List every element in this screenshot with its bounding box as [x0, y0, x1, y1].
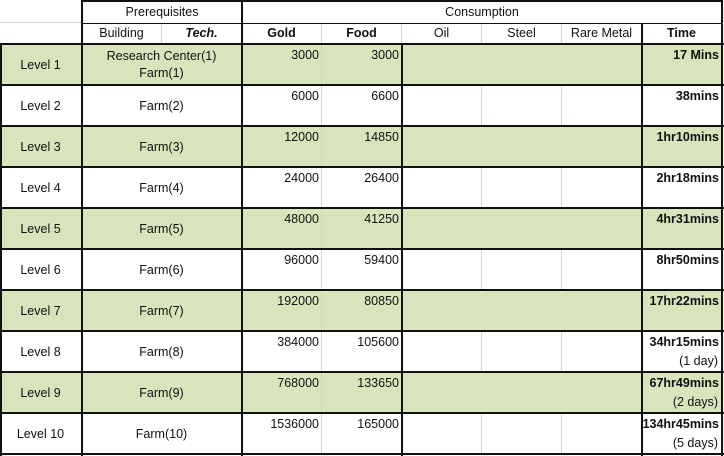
header-corner-bottom — [0, 23, 82, 44]
gold-cell: 384000 — [242, 332, 322, 372]
building-cell — [82, 291, 242, 331]
building-cell — [82, 209, 242, 249]
time-cell — [642, 86, 722, 126]
time-value: 17 Mins — [673, 48, 719, 62]
rare-metal-cell — [562, 209, 642, 249]
level-cell: Level 4 — [0, 168, 82, 208]
time-value: 1hr10mins — [656, 130, 719, 144]
prerequisites-header: Prerequisites — [125, 4, 199, 19]
gold-cell: 3000 — [242, 45, 322, 85]
oil-cell — [402, 168, 482, 208]
building-line: Farm(10) — [135, 426, 188, 441]
food-cell: 105600 — [322, 332, 402, 372]
steel-cell — [482, 373, 562, 413]
steel-cell — [482, 45, 562, 85]
food-cell: 14850 — [322, 127, 402, 167]
rare-metal-cell — [562, 168, 642, 208]
food-header: Food — [322, 23, 402, 44]
steel-cell — [482, 250, 562, 290]
food-cell: 3000 — [322, 45, 402, 85]
time-value: 2hr18mins — [656, 171, 719, 185]
level-cell: Level 1 — [0, 45, 82, 85]
gold-cell: 768000 — [242, 373, 322, 413]
level-cell: Level 8 — [0, 332, 82, 372]
time-value: 34hr15mins — [649, 335, 719, 349]
rare-metal-cell — [562, 250, 642, 290]
time-note: (1 day) — [679, 354, 718, 368]
rare-metal-cell — [562, 45, 642, 85]
time-value: 17hr22mins — [649, 294, 719, 308]
time-value: 38mins — [675, 89, 719, 103]
level-cell: Level 7 — [0, 291, 82, 331]
border-left-time — [641, 23, 643, 456]
oil-cell — [402, 209, 482, 249]
building-line: Farm(2) — [139, 98, 184, 113]
steel-cell — [482, 209, 562, 249]
building-cell — [82, 414, 242, 454]
building-line: Farm(5) — [139, 221, 184, 236]
food-cell: 133650 — [322, 373, 402, 413]
gold-cell: 48000 — [242, 209, 322, 249]
oil-cell — [402, 373, 482, 413]
oil-cell — [402, 127, 482, 167]
building-cell — [82, 127, 242, 167]
time-cell — [642, 45, 722, 85]
building-cell — [82, 373, 242, 413]
food-cell: 26400 — [322, 168, 402, 208]
border-top — [82, 0, 722, 2]
food-cell: 6600 — [322, 86, 402, 126]
steel-cell — [482, 168, 562, 208]
steel-cell — [482, 127, 562, 167]
header-corner-top — [0, 0, 82, 23]
level-cell: Level 6 — [0, 250, 82, 290]
time-cell — [642, 332, 722, 372]
rare-metal-cell — [562, 373, 642, 413]
gold-cell: 24000 — [242, 168, 322, 208]
steel-cell — [482, 414, 562, 454]
time-value: 4hr31mins — [656, 212, 719, 226]
building-line: Farm(4) — [139, 180, 184, 195]
food-cell: 41250 — [322, 209, 402, 249]
time-note: (5 days) — [672, 436, 718, 450]
border-left-oil — [401, 44, 403, 456]
building-line: Farm(6) — [139, 262, 184, 277]
time-cell — [642, 168, 722, 208]
steel-header: Steel — [482, 23, 562, 44]
level-cell: Level 3 — [0, 127, 82, 167]
rare-metal-header: Rare Metal — [562, 23, 642, 44]
building-cell — [82, 250, 242, 290]
time-cell — [642, 414, 722, 454]
level-cell: Level 2 — [0, 86, 82, 126]
food-cell: 165000 — [322, 414, 402, 454]
building-cell — [82, 45, 242, 85]
time-cell — [642, 250, 722, 290]
building-line: Farm(9) — [139, 385, 184, 400]
time-header: Time — [642, 23, 722, 44]
row-separator — [0, 453, 724, 455]
building-cell — [82, 168, 242, 208]
border-prereq-underline — [82, 23, 242, 24]
border-left-prereq — [81, 0, 83, 456]
food-cell: 80850 — [322, 291, 402, 331]
border-right — [721, 0, 723, 456]
gold-cell: 96000 — [242, 250, 322, 290]
time-note: (2 days) — [672, 395, 718, 409]
gold-cell: 12000 — [242, 127, 322, 167]
steel-cell — [482, 86, 562, 126]
steel-cell — [482, 291, 562, 331]
rare-metal-cell — [562, 414, 642, 454]
oil-cell — [402, 332, 482, 372]
steel-cell — [482, 332, 562, 372]
border-consumption-underline — [242, 23, 722, 24]
oil-cell — [402, 291, 482, 331]
border-header-bottom — [0, 43, 724, 45]
border-left-table — [0, 44, 2, 456]
food-cell: 59400 — [322, 250, 402, 290]
building-cell — [82, 332, 242, 372]
building-cell — [82, 86, 242, 126]
building-line: Farm(7) — [139, 303, 184, 318]
time-value: 8hr50mins — [656, 253, 719, 267]
gold-header: Gold — [242, 23, 322, 44]
oil-cell — [402, 250, 482, 290]
rare-metal-cell — [562, 332, 642, 372]
building-line: Research Center(1) — [106, 49, 217, 63]
level-cell: Level 9 — [0, 373, 82, 413]
border-left-consumption — [241, 0, 243, 456]
oil-cell — [402, 86, 482, 126]
consumption-header: Consumption — [445, 4, 519, 19]
gold-cell: 1536000 — [242, 414, 322, 454]
oil-cell — [402, 414, 482, 454]
building-header: Building — [82, 23, 162, 44]
time-cell — [642, 127, 722, 167]
gold-cell: 192000 — [242, 291, 322, 331]
gold-cell: 6000 — [242, 86, 322, 126]
time-cell — [642, 209, 722, 249]
time-value: 134hr45mins — [642, 417, 719, 431]
rare-metal-cell — [562, 86, 642, 126]
time-cell — [642, 291, 722, 331]
tech-header: Tech. — [162, 23, 242, 44]
building-line: Farm(8) — [139, 344, 184, 359]
time-value: 67hr49mins — [649, 376, 719, 390]
level-cell: Level 10 — [0, 414, 82, 454]
rare-metal-cell — [562, 127, 642, 167]
rare-metal-cell — [562, 291, 642, 331]
building-line: Farm(3) — [139, 139, 184, 154]
building-line: Farm(1) — [139, 66, 184, 80]
oil-cell — [402, 45, 482, 85]
time-cell — [642, 373, 722, 413]
oil-header: Oil — [402, 23, 482, 44]
level-cell: Level 5 — [0, 209, 82, 249]
